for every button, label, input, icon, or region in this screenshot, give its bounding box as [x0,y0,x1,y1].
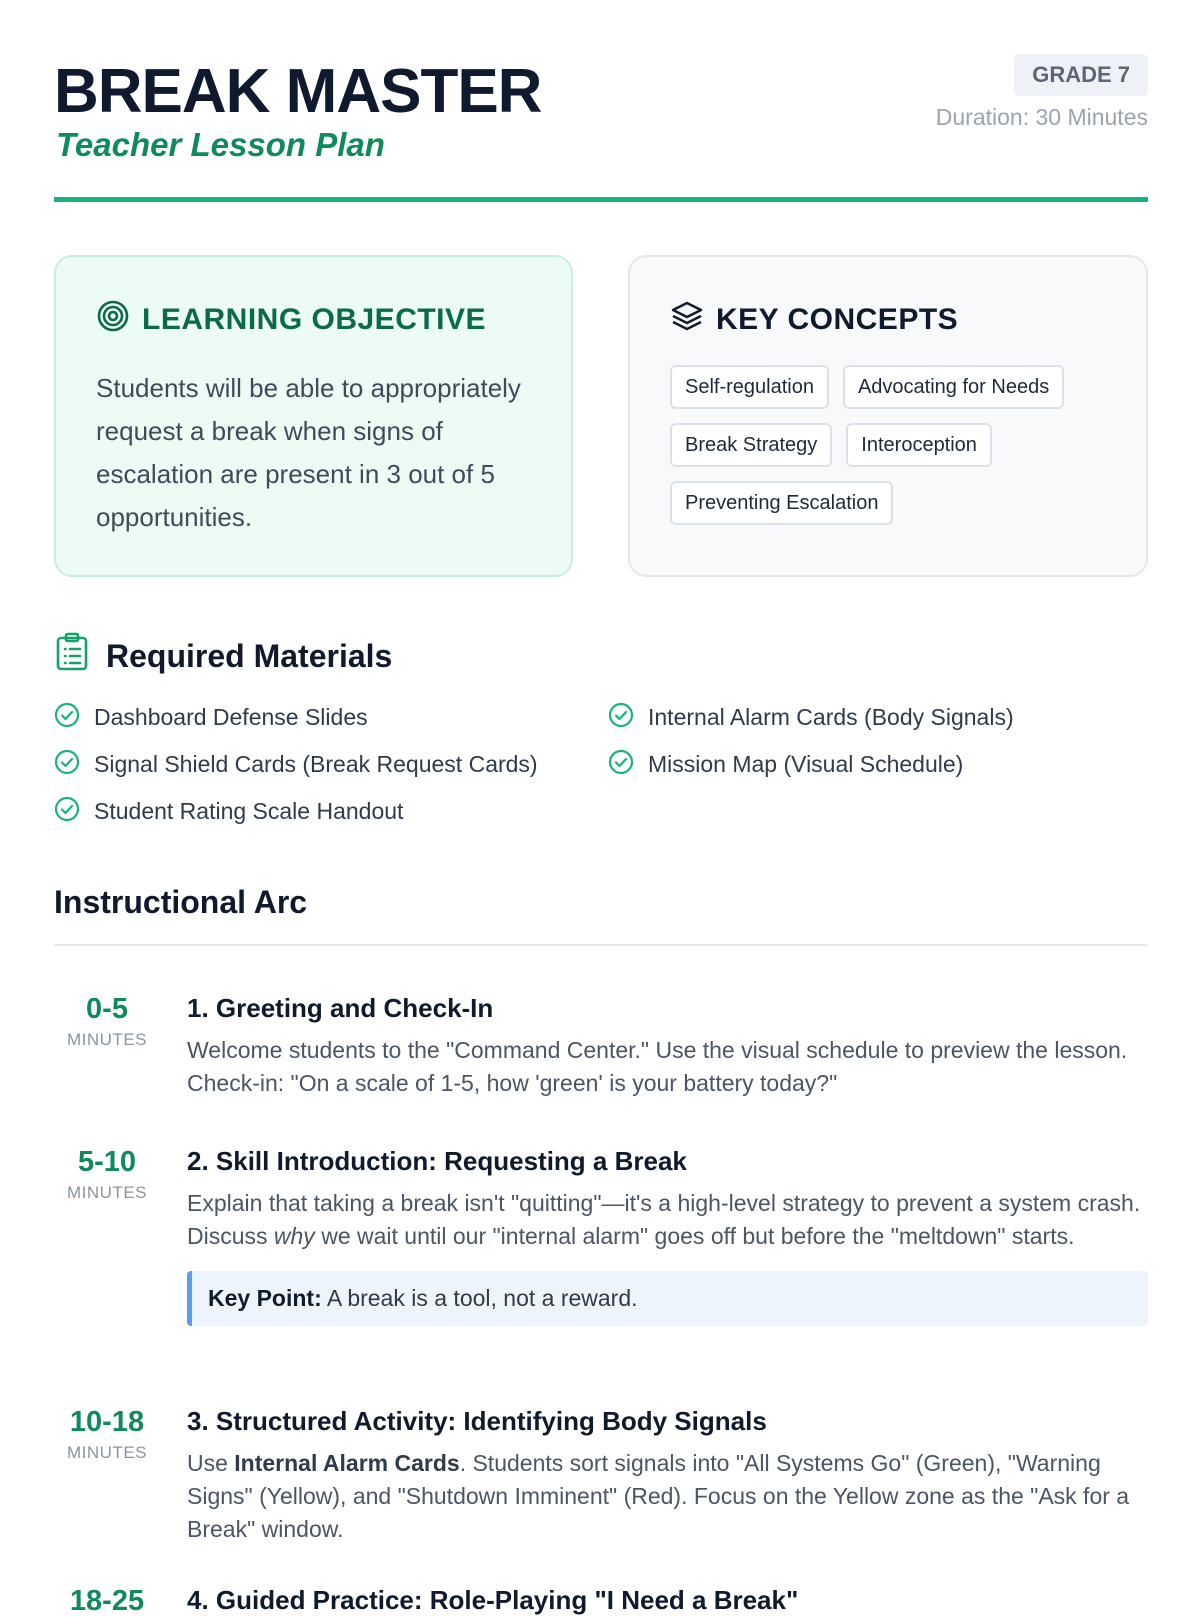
clipboard-icon [54,632,90,680]
step-description-part: Explain that taking a break isn't "quitting"—it's a high-level strategy to prevent a system crash. Discuss [187,1190,1141,1249]
step-title: 2. Skill Introduction: Requesting a Break [187,1146,687,1176]
step-time-unit: MINUTES [67,1183,147,1202]
material-label: Mission Map (Visual Schedule) [648,751,964,777]
duration-label: Duration: 30 Minutes [935,104,1148,130]
materials-heading [54,632,392,680]
step-description [187,1447,1148,1546]
material-label: Signal Shield Cards (Break Request Cards) [94,751,538,777]
grade-badge: GRADE 7 [1014,54,1148,96]
learning-objective-card [54,255,573,577]
material-item [54,796,608,827]
key-point-callout [187,1271,1148,1326]
materials-list [54,702,1148,827]
step-time-range: 0-5 [86,993,128,1025]
concept-tag: Advocating for Needs [843,365,1064,409]
page-subtitle: Teacher Lesson Plan [56,126,385,163]
step-body [187,1145,1148,1326]
step-time-unit: MINUTES [67,1443,147,1462]
step-description: Welcome students to the "Command Center." Use the visual schedule to preview the lesson. Check-in: "On a scale of 1-5, how 'green' is your battery today?" [187,1037,1128,1096]
step-time-unit: MINUTES [67,1030,147,1049]
check-circle-icon [54,796,80,828]
concept-tag: Interoception [846,423,992,467]
step-description-part: we wait until our "internal alarm" goes off but before the "meltdown" starts. [314,1223,1075,1249]
material-label: Internal Alarm Cards (Body Signals) [648,704,1014,730]
check-circle-icon [608,749,634,781]
step-description-part: Use [187,1450,235,1476]
instructional-arc-heading: Instructional Arc [54,884,308,920]
material-label: Dashboard Defense Slides [94,704,368,730]
materials-heading-text: Required Materials [106,637,393,674]
step-time [54,1145,160,1203]
key-concepts-card [628,255,1148,577]
step-time-range: 5-10 [77,1146,137,1178]
step-title: 3. Structured Activity: Identifying Body Signals [187,1406,767,1436]
step-time [54,992,160,1050]
material-item [608,749,1148,780]
step-time-range: 10-18 [69,1406,145,1438]
section-divider [54,944,1148,946]
target-icon [96,299,130,341]
concept-tag: Break Strategy [670,423,832,467]
material-item [608,702,1148,733]
check-circle-icon [608,702,634,734]
key-point-label: Key Point: [208,1285,322,1311]
key-point-text: A break is a tool, not a reward. [321,1285,638,1311]
step-description-bold: Internal Alarm Cards [234,1450,460,1476]
concept-tag: Self-regulation [670,365,829,409]
material-item [54,749,608,780]
step-body [187,992,1148,1100]
page-header [54,52,1148,202]
step-time-range: 18-25 [69,1585,145,1617]
step-description [187,1187,1148,1253]
material-label: Student Rating Scale Handout [94,798,404,824]
page-title: BREAK MASTER [54,57,542,126]
step-body [187,1584,1148,1616]
material-item [54,702,608,733]
key-concepts-heading [670,299,1106,341]
check-circle-icon [54,749,80,781]
concept-tag: Preventing Escalation [670,481,893,525]
learning-objective-text: Students will be able to appropriately request a break when signs of escalation are present in 3 out of 5 opportunities. [96,373,521,532]
concept-tag-list [670,365,1110,525]
step-title: 1. Greeting and Check-In [187,993,494,1023]
step-body [187,1405,1148,1546]
step-time [54,1405,160,1463]
layers-icon [670,299,704,341]
step-description-part: . Students sort signals into "All Systems Go" (Green), "Warning Signs" (Yellow), and "Shutdown Imminent" (Red). Focus on the Yellow zone as the "Ask for a Break" window. [187,1450,1130,1542]
check-circle-icon [54,702,80,734]
learning-objective-heading-text: LEARNING OBJECTIVE [142,303,487,336]
step-title: 4. Guided Practice: Role-Playing "I Need a Break" [187,1585,799,1615]
step-description-emphasis: why [273,1223,315,1249]
step-time [54,1584,160,1618]
key-concepts-heading-text: KEY CONCEPTS [716,303,959,336]
learning-objective-heading [96,299,531,341]
